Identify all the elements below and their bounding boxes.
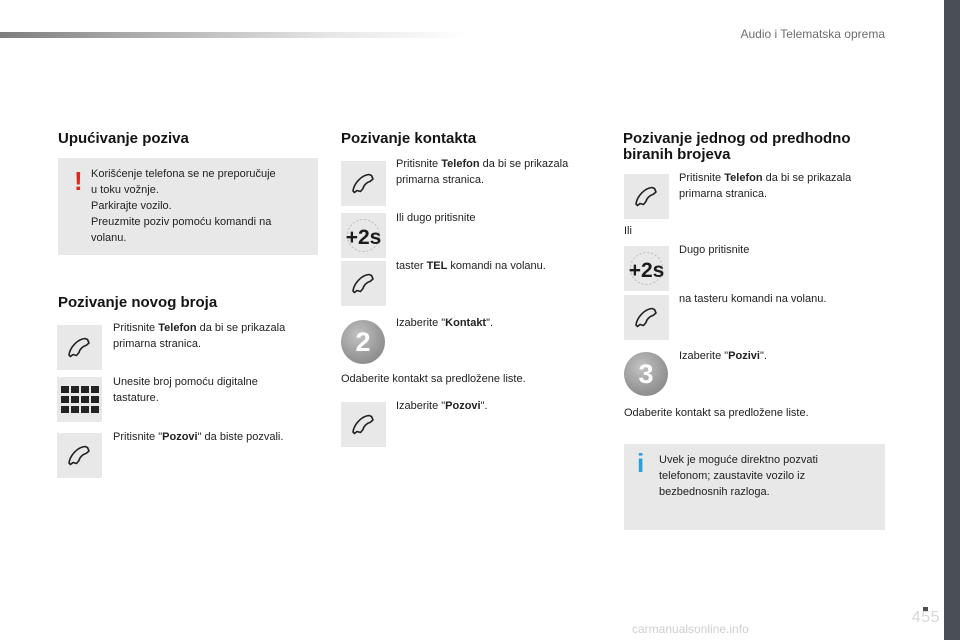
heading-prethodno-birani: Pozivanje jednog od predhodno biranih brojeva (623, 130, 851, 163)
page-edge-tab (944, 0, 960, 640)
step-number-2: 2 (341, 320, 385, 364)
text-pritisnite-telefon-3: Pritisnite Telefon da bi se prikazala primarna stranica. (679, 172, 852, 200)
phone-icon (341, 402, 386, 447)
text-izaberite-pozovi: Izaberite "Pozovi". (396, 400, 488, 412)
phone-icon (624, 295, 669, 340)
text-pritisnite-telefon-2: Pritisnite Telefon da bi se prikazala primarna stranica. (396, 158, 569, 186)
text-izaberite-pozivi: Izaberite "Pozivi". (679, 350, 767, 362)
heading-upucivanje-poziva: Upućivanje poziva (58, 130, 189, 147)
phone-icon (341, 161, 386, 206)
phone-icon-box (341, 402, 386, 447)
keypad-icon-box (57, 377, 102, 422)
phone-icon-box (624, 295, 669, 340)
text-izaberite-kontakt: Izaberite "Kontakt". (396, 317, 494, 329)
keypad-icon (57, 377, 102, 422)
heading-pozivanje-kontakta: Pozivanje kontakta (341, 130, 477, 147)
text-pritisnite-telefon-1: Pritisnite Telefon da bi se prikazala primarna stranica. (113, 322, 286, 350)
text-na-tasteru: na tasteru komandi na volanu. (679, 293, 827, 305)
phone-icon (341, 261, 386, 306)
text-dugo-pritisnite: Dugo pritisnite (679, 244, 750, 256)
text-odaberite-kontakt-1: Odaberite kontakt sa predložene liste. (341, 373, 526, 385)
phone-icon-box (57, 433, 102, 478)
phone-icon (624, 174, 669, 219)
phone-icon (57, 325, 102, 370)
info-note (624, 444, 885, 530)
heading-pozivanje-novog-broja: Pozivanje novog broja (58, 294, 218, 311)
phone-icon-box (341, 261, 386, 306)
warning-note (58, 158, 318, 255)
long-press-icon-box (624, 246, 669, 291)
info-text: Uvek je moguće direktno pozvati telefonom; zaustavite vozilo iz bezbednosnih razloga. (659, 454, 818, 498)
header-title: Audio i Telematska oprema (740, 27, 885, 41)
text-odaberite-kontakt-2: Odaberite kontakt sa predložene liste. (624, 407, 809, 419)
text-taster-tel: taster TEL komandi na volanu. (396, 260, 546, 272)
phone-icon-box (624, 174, 669, 219)
text-pritisnite-pozovi: Pritisnite "Pozovi" da biste pozvali. (113, 431, 284, 443)
text-ili-dugo-pritisnite: Ili dugo pritisnite (396, 212, 476, 224)
svg-text:+2s: +2s (628, 259, 665, 282)
long-press-2s-icon (341, 213, 386, 258)
watermark: carmanualsonline.info (632, 622, 749, 636)
svg-text:+2s: +2s (345, 226, 382, 249)
phone-icon-box (341, 161, 386, 206)
header-bar (0, 32, 470, 38)
info-icon: i (637, 448, 645, 478)
step-number-3: 3 (624, 352, 668, 396)
text-unesite-broj: Unesite broj pomoću digitalne tastature. (113, 376, 258, 404)
long-press-icon-box (341, 213, 386, 258)
warning-icon: ! (74, 166, 83, 196)
warning-text: Korišćenje telefona se ne preporučuje u toku vožnje. Parkirajte vozilo. Preuzmite poziv pomoću komandi na volanu. (91, 168, 276, 244)
page-number: 455 (911, 609, 940, 626)
phone-icon-box (57, 325, 102, 370)
phone-icon (57, 433, 102, 478)
text-ili: Ili (624, 225, 632, 237)
long-press-2s-icon (624, 246, 669, 291)
